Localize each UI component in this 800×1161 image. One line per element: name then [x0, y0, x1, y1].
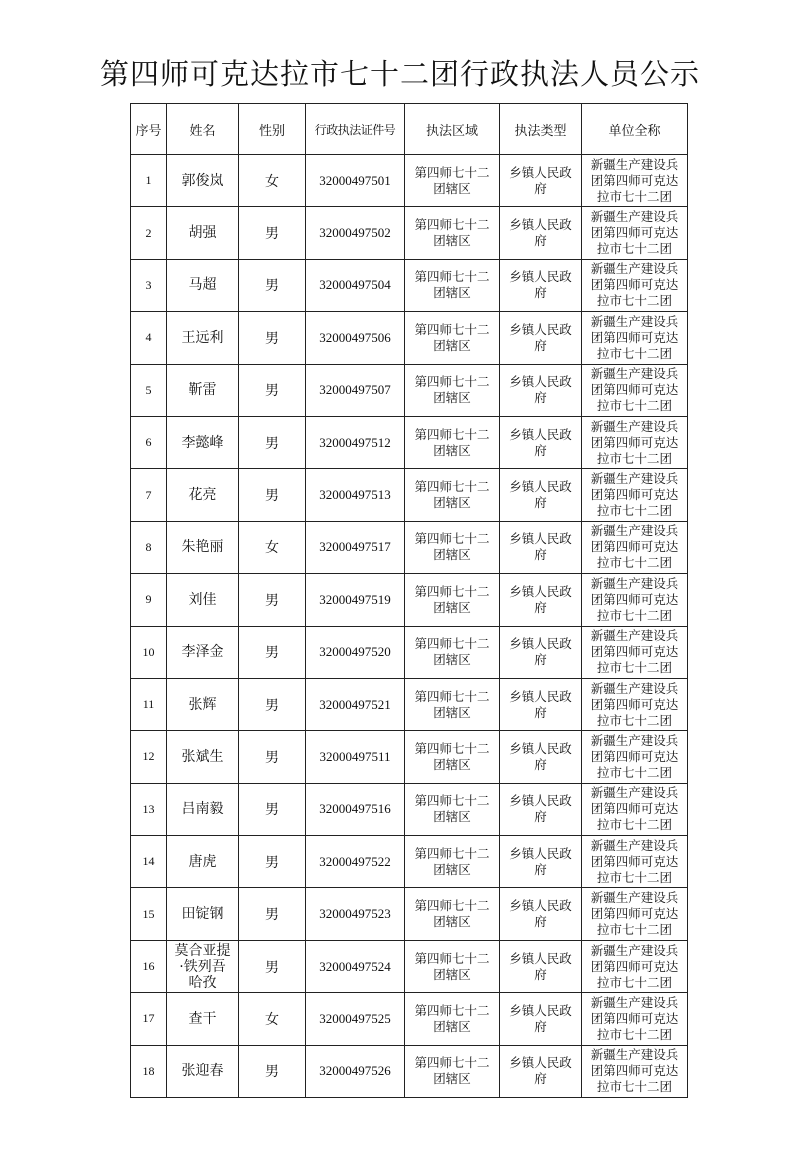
cell-seq-text: 11 [142, 697, 155, 712]
cell-unit [582, 678, 688, 730]
cell-area [405, 259, 500, 311]
cell-area [405, 1045, 500, 1097]
table-row [131, 888, 688, 940]
cell-gender [239, 940, 306, 992]
cell-unit-text: 新疆生产建设兵团第四师可克达拉市七十二团 [590, 471, 679, 519]
cell-unit-text: 新疆生产建设兵团第四师可克达拉市七十二团 [590, 313, 679, 361]
cell-name [167, 259, 239, 311]
cell-unit [582, 207, 688, 259]
cell-seq [131, 1045, 167, 1097]
cell-seq-text: 14 [142, 854, 155, 869]
cell-cert-text: 32000497519 [319, 591, 391, 607]
table-row [131, 836, 688, 888]
cell-gender-text: 男 [265, 907, 279, 924]
cell-unit-text: 新疆生产建设兵团第四师可克达拉市七十二团 [590, 156, 679, 204]
cell-area [405, 574, 500, 626]
cell-type-text: 乡镇人民政府 [509, 950, 572, 982]
cell-unit [582, 469, 688, 521]
cell-type [500, 836, 582, 888]
cell-name [167, 836, 239, 888]
cell-seq-text: 9 [145, 592, 152, 607]
cell-gender-text: 男 [265, 749, 279, 766]
cell-name [167, 783, 239, 835]
cell-seq-text: 8 [145, 539, 152, 554]
cell-cert [306, 364, 405, 416]
page-title: 第四师可克达拉市七十二团行政执法人员公示 [99, 57, 700, 91]
cell-unit [582, 1045, 688, 1097]
cell-area-text: 第四师七十二团辖区 [414, 531, 490, 563]
cell-name [167, 888, 239, 940]
cell-gender-text: 男 [265, 383, 279, 400]
cell-area [405, 888, 500, 940]
cell-unit [582, 940, 688, 992]
cell-type [500, 783, 582, 835]
cell-type-text: 乡镇人民政府 [509, 321, 572, 353]
cell-cert-text: 32000497511 [319, 748, 391, 764]
header-area: 执法区域 [405, 104, 500, 155]
cell-name [167, 469, 239, 521]
table-row [131, 259, 688, 311]
cell-seq [131, 259, 167, 311]
cell-name [167, 940, 239, 992]
cell-area [405, 416, 500, 468]
cell-type-text: 乡镇人民政府 [509, 479, 572, 511]
header-unit: 单位全称 [582, 104, 688, 155]
cell-name-text: 刘佳 [188, 591, 217, 608]
cell-seq [131, 469, 167, 521]
cell-gender [239, 312, 306, 364]
cell-gender [239, 783, 306, 835]
cell-type-text: 乡镇人民政府 [509, 374, 572, 406]
cell-cert-text: 32000497525 [319, 1010, 391, 1026]
cell-type [500, 469, 582, 521]
cell-name [167, 993, 239, 1045]
personnel-table [130, 103, 688, 1098]
cell-unit-text: 新疆生产建设兵团第四师可克达拉市七十二团 [590, 628, 679, 676]
cell-type [500, 940, 582, 992]
cell-seq [131, 626, 167, 678]
cell-area-text: 第四师七十二团辖区 [414, 688, 490, 720]
cell-cert [306, 836, 405, 888]
header-gender: 性别 [239, 104, 306, 155]
cell-name [167, 731, 239, 783]
cell-seq [131, 940, 167, 992]
cell-type-text: 乡镇人民政府 [509, 793, 572, 825]
cell-seq-text: 10 [142, 644, 155, 659]
cell-name-text: 王远利 [181, 329, 224, 346]
cell-unit [582, 521, 688, 573]
cell-gender-text: 女 [265, 1011, 279, 1028]
cell-unit [582, 836, 688, 888]
table-row [131, 416, 688, 468]
cell-seq-text: 15 [142, 906, 155, 921]
cell-area [405, 940, 500, 992]
cell-area [405, 364, 500, 416]
cell-seq-text: 2 [145, 225, 152, 240]
cell-area-text: 第四师七十二团辖区 [414, 793, 490, 825]
cell-gender-text: 男 [265, 488, 279, 505]
cell-type [500, 259, 582, 311]
table-row [131, 731, 688, 783]
cell-unit [582, 993, 688, 1045]
cell-area-text: 第四师七十二团辖区 [414, 1055, 490, 1087]
cell-cert-text: 32000497502 [319, 225, 391, 241]
cell-name [167, 678, 239, 730]
cell-type-text: 乡镇人民政府 [509, 583, 572, 615]
table-row [131, 574, 688, 626]
cell-seq [131, 207, 167, 259]
cell-gender [239, 207, 306, 259]
cell-name-text: 田锭钢 [181, 906, 224, 923]
cell-cert [306, 783, 405, 835]
cell-gender [239, 521, 306, 573]
cell-type-text: 乡镇人民政府 [509, 845, 572, 877]
cell-name-text: 李懿峰 [181, 434, 224, 451]
cell-cert [306, 416, 405, 468]
cell-cert-text: 32000497504 [319, 277, 391, 293]
cell-gender [239, 1045, 306, 1097]
cell-type [500, 1045, 582, 1097]
cell-gender-text: 男 [265, 592, 279, 609]
cell-unit [582, 731, 688, 783]
cell-gender [239, 416, 306, 468]
cell-cert-text: 32000497520 [319, 644, 391, 660]
cell-cert [306, 1045, 405, 1097]
cell-seq [131, 783, 167, 835]
cell-unit-text: 新疆生产建设兵团第四师可克达拉市七十二团 [590, 209, 679, 257]
cell-type-text: 乡镇人民政府 [509, 688, 572, 720]
cell-cert-text: 32000497513 [319, 487, 391, 503]
cell-cert-text: 32000497522 [319, 853, 391, 869]
cell-unit-text: 新疆生产建设兵团第四师可克达拉市七十二团 [590, 575, 679, 623]
cell-type-text: 乡镇人民政府 [509, 1002, 572, 1034]
cell-type [500, 574, 582, 626]
cell-seq [131, 731, 167, 783]
cell-cert [306, 469, 405, 521]
cell-gender-text: 男 [265, 330, 279, 347]
cell-cert [306, 993, 405, 1045]
cell-seq [131, 836, 167, 888]
cell-seq-text: 3 [145, 277, 152, 292]
cell-gender [239, 259, 306, 311]
cell-gender [239, 574, 306, 626]
cell-unit [582, 783, 688, 835]
cell-cert-text: 32000497512 [319, 434, 391, 450]
cell-area-text: 第四师七十二团辖区 [414, 636, 490, 668]
table-row [131, 678, 688, 730]
cell-gender [239, 836, 306, 888]
cell-area [405, 678, 500, 730]
table-row [131, 312, 688, 364]
cell-type [500, 993, 582, 1045]
table-row [131, 993, 688, 1045]
cell-name [167, 364, 239, 416]
cell-cert-text: 32000497506 [319, 329, 391, 345]
cell-gender-text: 男 [265, 226, 279, 243]
cell-name-text: 吕南毅 [181, 801, 224, 818]
cell-seq [131, 993, 167, 1045]
cell-type-text: 乡镇人民政府 [509, 426, 572, 458]
cell-unit [582, 574, 688, 626]
cell-seq-text: 7 [145, 487, 152, 502]
cell-cert [306, 888, 405, 940]
cell-gender-text: 男 [265, 645, 279, 662]
cell-gender-text: 男 [265, 959, 279, 976]
cell-name-text: 郭俊岚 [181, 172, 224, 189]
cell-type-text: 乡镇人民政府 [509, 740, 572, 772]
cell-seq-text: 12 [142, 749, 155, 764]
cell-seq-text: 4 [145, 330, 152, 345]
cell-unit-text: 新疆生产建设兵团第四师可克达拉市七十二团 [590, 418, 679, 466]
cell-name [167, 1045, 239, 1097]
cell-area [405, 993, 500, 1045]
cell-area-text: 第四师七十二团辖区 [414, 740, 490, 772]
cell-gender [239, 626, 306, 678]
cell-gender [239, 731, 306, 783]
cell-cert-text: 32000497521 [319, 696, 391, 712]
cell-type [500, 416, 582, 468]
cell-type [500, 626, 582, 678]
cell-gender-text: 男 [265, 1064, 279, 1081]
cell-gender-text: 男 [265, 854, 279, 871]
cell-type [500, 521, 582, 573]
cell-gender-text: 男 [265, 697, 279, 714]
cell-unit-text: 新疆生产建设兵团第四师可克达拉市七十二团 [590, 785, 679, 833]
cell-gender [239, 993, 306, 1045]
cell-seq [131, 312, 167, 364]
header-type: 执法类型 [500, 104, 582, 155]
cell-type-text: 乡镇人民政府 [509, 164, 572, 196]
cell-type-text: 乡镇人民政府 [509, 1055, 572, 1087]
cell-unit-text: 新疆生产建设兵团第四师可克达拉市七十二团 [590, 942, 679, 990]
table-row [131, 155, 688, 207]
cell-area-text: 第四师七十二团辖区 [414, 898, 490, 930]
cell-area-text: 第四师七十二团辖区 [414, 950, 490, 982]
cell-unit-text: 新疆生产建设兵团第四师可克达拉市七十二团 [590, 732, 679, 780]
table-row [131, 1045, 688, 1097]
cell-cert-text: 32000497523 [319, 906, 391, 922]
cell-seq-text: 5 [145, 382, 152, 397]
cell-area-text: 第四师七十二团辖区 [414, 217, 490, 249]
cell-area-text: 第四师七十二团辖区 [414, 1002, 490, 1034]
cell-unit-text: 新疆生产建设兵团第四师可克达拉市七十二团 [590, 680, 679, 728]
cell-area-text: 第四师七十二团辖区 [414, 583, 490, 615]
cell-unit [582, 312, 688, 364]
cell-name [167, 312, 239, 364]
cell-seq-text: 1 [145, 173, 152, 188]
cell-cert-text: 32000497501 [319, 172, 391, 188]
cell-area [405, 312, 500, 364]
header-row [131, 104, 688, 155]
cell-cert [306, 155, 405, 207]
table-row [131, 940, 688, 992]
cell-unit [582, 155, 688, 207]
cell-name [167, 155, 239, 207]
cell-area [405, 626, 500, 678]
cell-area [405, 836, 500, 888]
cell-unit [582, 888, 688, 940]
cell-type [500, 155, 582, 207]
cell-gender [239, 888, 306, 940]
cell-type-text: 乡镇人民政府 [509, 531, 572, 563]
table-row [131, 469, 688, 521]
cell-type [500, 207, 582, 259]
cell-gender-text: 女 [265, 540, 279, 557]
cell-name-text: 马超 [188, 277, 217, 294]
cell-cert [306, 678, 405, 730]
cell-name-text: 唐虎 [188, 853, 217, 870]
cell-unit-text: 新疆生产建设兵团第四师可克达拉市七十二团 [590, 837, 679, 885]
cell-unit-text: 新疆生产建设兵团第四师可克达拉市七十二团 [590, 890, 679, 938]
cell-type [500, 731, 582, 783]
cell-cert [306, 521, 405, 573]
cell-seq-text: 13 [142, 801, 155, 816]
cell-seq [131, 574, 167, 626]
cell-name [167, 626, 239, 678]
cell-name [167, 574, 239, 626]
cell-gender-text: 男 [265, 435, 279, 452]
cell-name [167, 416, 239, 468]
table-body [131, 155, 688, 1098]
cell-area [405, 731, 500, 783]
cell-type-text: 乡镇人民政府 [509, 636, 572, 668]
header-name: 姓名 [167, 104, 239, 155]
cell-area-text: 第四师七十二团辖区 [414, 321, 490, 353]
cell-cert-text: 32000497516 [319, 801, 391, 817]
header-seq: 序号 [131, 104, 167, 155]
cell-gender [239, 155, 306, 207]
cell-cert [306, 259, 405, 311]
cell-name-text: 张迎春 [181, 1063, 224, 1080]
cell-seq-text: 6 [145, 435, 152, 450]
cell-cert [306, 731, 405, 783]
cell-gender-text: 男 [265, 278, 279, 295]
cell-unit-text: 新疆生产建设兵团第四师可克达拉市七十二团 [590, 523, 679, 571]
table-row [131, 626, 688, 678]
cell-cert [306, 940, 405, 992]
cell-area-text: 第四师七十二团辖区 [414, 426, 490, 458]
cell-unit [582, 364, 688, 416]
cell-name-text: 张斌生 [181, 748, 224, 765]
cell-area [405, 521, 500, 573]
cell-cert-text: 32000497524 [319, 958, 391, 974]
cell-unit-text: 新疆生产建设兵团第四师可克达拉市七十二团 [590, 366, 679, 414]
cell-type [500, 678, 582, 730]
cell-name-text: 胡强 [188, 225, 217, 242]
cell-area [405, 783, 500, 835]
cell-unit-text: 新疆生产建设兵团第四师可克达拉市七十二团 [590, 994, 679, 1042]
cell-cert [306, 574, 405, 626]
cell-area [405, 155, 500, 207]
cell-type [500, 364, 582, 416]
cell-cert-text: 32000497526 [319, 1063, 391, 1079]
cell-seq [131, 678, 167, 730]
cell-seq [131, 888, 167, 940]
cell-seq-text: 17 [142, 1011, 155, 1026]
cell-cert-text: 32000497517 [319, 539, 391, 555]
cell-unit-text: 新疆生产建设兵团第四师可克达拉市七十二团 [590, 261, 679, 309]
cell-area-text: 第四师七十二团辖区 [414, 269, 490, 301]
cell-type-text: 乡镇人民政府 [509, 269, 572, 301]
table-row [131, 783, 688, 835]
cell-unit [582, 626, 688, 678]
cell-type-text: 乡镇人民政府 [509, 217, 572, 249]
table-row [131, 521, 688, 573]
cell-name-text: 张辉 [188, 696, 217, 713]
cell-name-text: 查干 [188, 1010, 217, 1027]
cell-gender [239, 469, 306, 521]
cell-area [405, 469, 500, 521]
table-row [131, 364, 688, 416]
cell-cert [306, 207, 405, 259]
cell-gender [239, 364, 306, 416]
cell-seq-text: 18 [142, 1063, 155, 1078]
cell-type [500, 888, 582, 940]
cell-seq [131, 521, 167, 573]
cell-seq [131, 416, 167, 468]
cell-seq-text: 16 [142, 959, 155, 974]
cell-cert [306, 312, 405, 364]
cell-name [167, 521, 239, 573]
cell-name-text: 朱艳丽 [181, 539, 224, 556]
cell-name-text: 李泽金 [181, 644, 224, 661]
cell-seq [131, 155, 167, 207]
cell-gender [239, 678, 306, 730]
table-row [131, 207, 688, 259]
cell-area-text: 第四师七十二团辖区 [414, 374, 490, 406]
cell-type-text: 乡镇人民政府 [509, 898, 572, 930]
cell-area-text: 第四师七十二团辖区 [414, 479, 490, 511]
cell-gender-text: 男 [265, 802, 279, 819]
cell-type [500, 312, 582, 364]
cell-unit-text: 新疆生产建设兵团第四师可克达拉市七十二团 [590, 1047, 679, 1095]
cell-unit [582, 416, 688, 468]
cell-gender-text: 女 [265, 173, 279, 190]
cell-area-text: 第四师七十二团辖区 [414, 845, 490, 877]
cell-cert-text: 32000497507 [319, 382, 391, 398]
cell-name [167, 207, 239, 259]
header-cert: 行政执法证件号 [306, 104, 405, 155]
cell-name-text: 莫合亚提·铁列吾哈孜 [174, 942, 231, 991]
cell-seq [131, 364, 167, 416]
cell-cert [306, 626, 405, 678]
cell-name-text: 花亮 [188, 487, 217, 504]
cell-unit [582, 259, 688, 311]
cell-name-text: 靳雷 [188, 382, 217, 399]
cell-area-text: 第四师七十二团辖区 [414, 164, 490, 196]
cell-area [405, 207, 500, 259]
